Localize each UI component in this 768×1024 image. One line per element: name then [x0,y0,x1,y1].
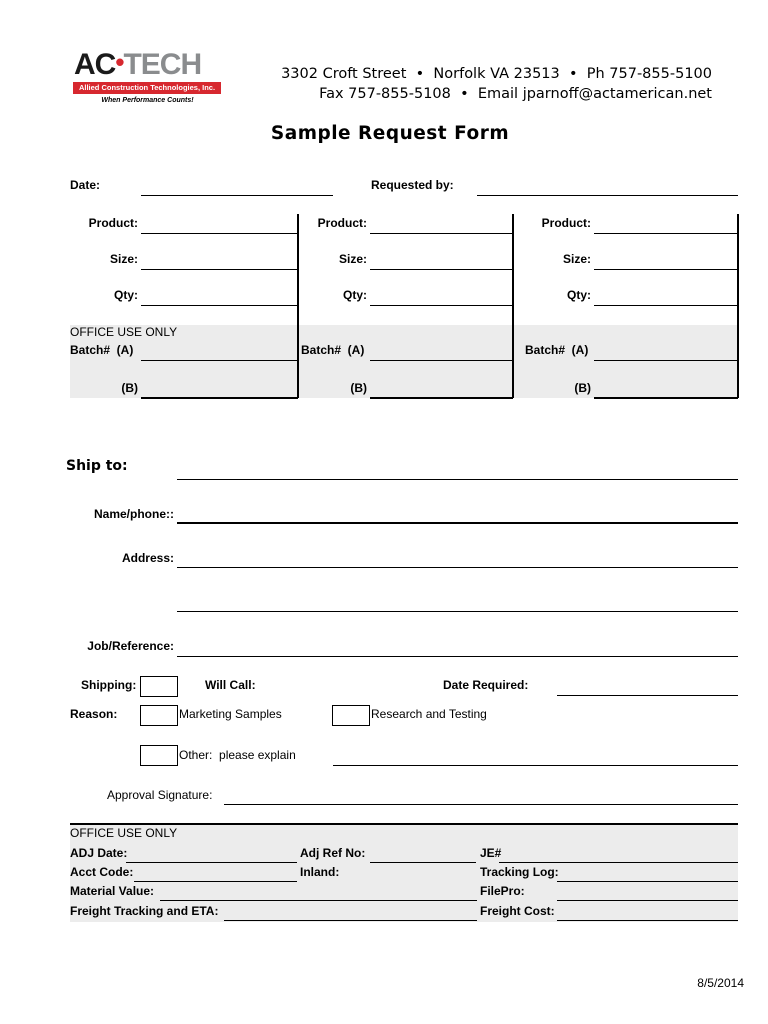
size-label-2: Size: [338,252,367,266]
ship-to-label: Ship to: [66,458,128,474]
product-field-2[interactable] [370,233,512,234]
freight-cost-label: Freight Cost: [480,904,555,918]
batch-b-label-2: (B) [350,381,367,395]
other-explain-field[interactable] [333,765,738,766]
office-use-only-label: OFFICE USE ONLY [70,325,178,339]
batch-a-field-2[interactable] [370,360,512,361]
tracking-log-label: Tracking Log: [480,865,559,879]
qty-field-3[interactable] [594,305,737,306]
requested-by-label: Requested by: [371,178,454,192]
logo-dot-icon: • [115,47,124,77]
batch-b-field-2[interactable] [370,397,513,399]
batch-a-field-3[interactable] [594,360,737,361]
name-phone-label: Name/phone:: [93,507,174,521]
acct-code-field[interactable] [134,881,297,882]
other-checkbox[interactable] [140,745,178,766]
batch-a-label-1: Batch# (A) [70,343,134,357]
adj-ref-no-label: Adj Ref No: [300,846,366,860]
batch-b-label-1: (B) [121,381,138,395]
marketing-samples-checkbox[interactable] [140,705,178,726]
approval-signature-label: Approval Signature: [107,788,213,802]
freight-tracking-field[interactable] [224,920,477,921]
batch-b-label-3: (B) [574,381,591,395]
ship-to-field[interactable] [177,479,738,480]
batch-b-field-3[interactable] [594,397,738,399]
date-field[interactable] [141,195,333,196]
job-reference-field[interactable] [177,656,738,657]
qty-field-2[interactable] [370,305,512,306]
tracking-log-field[interactable] [557,881,738,882]
page-title: Sample Request Form [270,123,510,144]
batch-a-field-1[interactable] [141,360,297,361]
requested-by-field[interactable] [477,195,738,196]
logo-company-name: Allied Construction Technologies, Inc. [78,83,216,92]
date-required-field[interactable] [557,695,738,696]
reason-label: Reason: [70,707,118,721]
qty-field-1[interactable] [141,305,297,306]
logo-tech: TECH [123,48,202,81]
shipping-label: Shipping: [81,678,137,692]
address-field-2[interactable] [177,611,738,612]
column-divider-3 [737,214,739,398]
size-field-1[interactable] [141,269,297,270]
research-testing-checkbox[interactable] [332,705,370,726]
date-required-label: Date Required: [443,678,529,692]
marketing-samples-label: Marketing Samples [179,707,282,721]
size-label-1: Size: [109,252,138,266]
batch-a-label-2: Batch# (A) [301,343,365,357]
logo-ac: AC [74,48,116,81]
je-field[interactable] [499,862,738,863]
will-call-label: Will Call: [205,678,256,692]
product-label-2: Product: [317,216,367,230]
column-divider-2 [512,214,514,398]
je-label: JE# [480,846,502,860]
logo-tagline: When Performance Counts! [101,97,194,104]
product-label-3: Product: [541,216,591,230]
qty-label-1: Qty: [114,288,138,302]
filepro-label: FilePro: [480,884,525,898]
material-value-label: Material Value: [70,884,155,898]
size-field-2[interactable] [370,269,512,270]
name-phone-field[interactable] [177,522,738,524]
freight-cost-field[interactable] [557,920,738,921]
inland-label: Inland: [300,865,340,879]
office-use-top-border [70,823,738,825]
approval-signature-field[interactable] [224,804,738,805]
adj-date-field[interactable] [126,862,297,863]
column-divider-1 [297,214,299,398]
footer-date: 8/5/2014 [697,976,744,990]
freight-tracking-label: Freight Tracking and ETA: [70,904,219,918]
product-label-1: Product: [88,216,138,230]
job-reference-label: Job/Reference: [87,639,174,653]
other-label: Other: please explain [179,748,296,762]
adj-ref-no-field[interactable] [370,862,476,863]
logo-company-banner [73,82,221,94]
company-address-line1: 3302 Croft Street • Norfolk VA 23513 • Ph 757-855-5100 [281,66,712,82]
acct-code-label: Acct Code: [70,865,134,879]
shipping-checkbox[interactable] [140,676,178,697]
company-address-line2: Fax 757-855-5108 • Email jparnoff@actamerican.net [319,86,712,102]
qty-label-3: Qty: [567,288,591,302]
company-logo [70,47,225,112]
adj-date-label: ADJ Date: [70,846,128,860]
size-field-3[interactable] [594,269,737,270]
research-testing-label: Research and Testing [371,707,487,721]
address-label: Address: [121,551,174,565]
product-field-3[interactable] [594,233,737,234]
office-use-only-bottom-label: OFFICE USE ONLY [70,826,178,840]
address-field-1[interactable] [177,567,738,568]
size-label-3: Size: [562,252,591,266]
qty-label-2: Qty: [343,288,367,302]
date-label: Date: [70,178,101,192]
product-field-1[interactable] [141,233,297,234]
batch-b-field-1[interactable] [141,397,298,399]
material-value-field[interactable] [160,900,477,901]
batch-a-label-3: Batch# (A) [525,343,589,357]
filepro-field[interactable] [557,900,738,901]
